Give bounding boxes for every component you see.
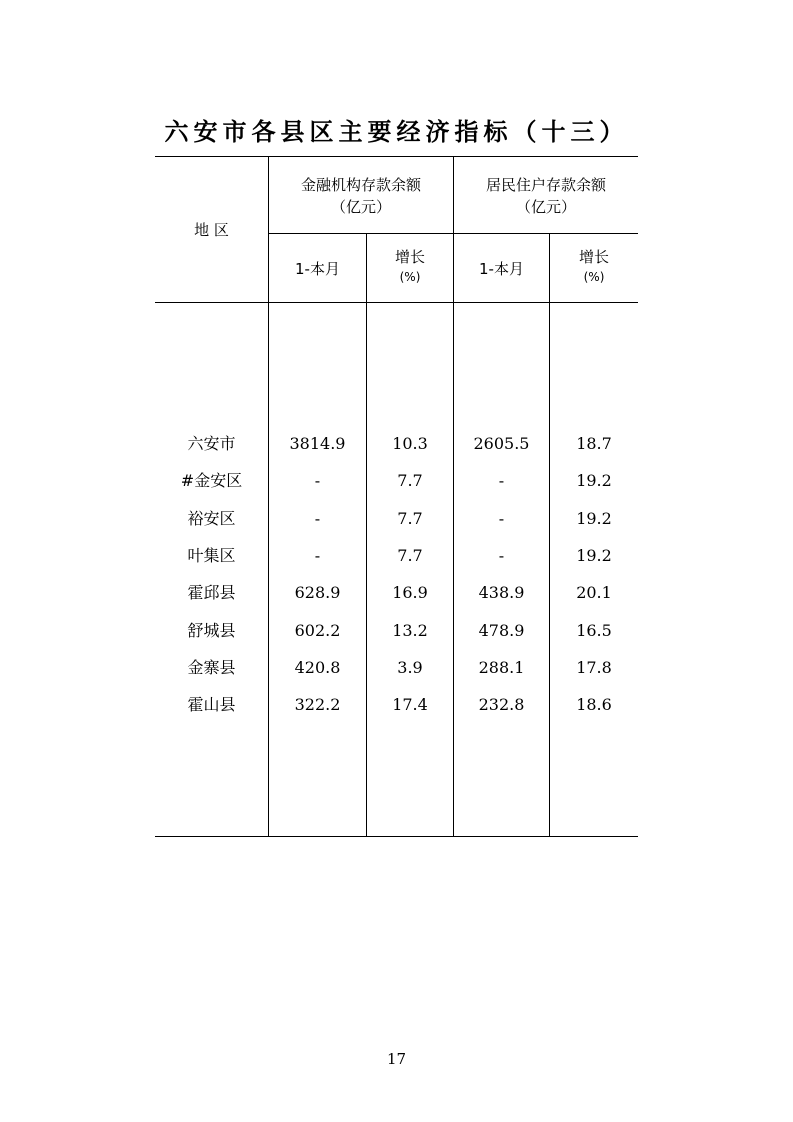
header-group-household-deposits [454,174,638,218]
household-deposit-value: - [498,509,505,528]
financial-deposit-value: 3814.9 [289,434,346,453]
region-name: 霍邱县 [187,583,236,602]
region-name: #金安区 [180,471,243,490]
table-top-rule [155,156,638,157]
household-deposit-value: - [498,546,505,565]
household-deposit-growth: 16.5 [576,621,612,640]
household-deposit-growth: 19.2 [576,471,612,490]
column-divider-2 [366,233,367,836]
header-group-household-unit: （亿元） [515,198,576,216]
household-deposit-growth: 18.6 [576,695,612,714]
financial-deposit-value: 322.2 [294,695,341,714]
page-title: 六安市各县区主要经济指标（十三） [164,118,629,146]
financial-deposit-growth: 7.7 [397,546,423,565]
household-deposit-growth: 20.1 [576,583,612,602]
table-bottom-rule [155,836,638,837]
financial-deposit-growth: 3.9 [397,658,423,677]
financial-deposit-growth: 17.4 [392,695,428,714]
financial-deposit-value: 628.9 [294,583,341,602]
household-deposit-growth: 19.2 [576,509,612,528]
region-name: 裕安区 [187,509,236,528]
column-divider-4 [549,233,550,836]
financial-deposit-value: - [314,471,321,490]
header-growth-1-unit: (%) [399,270,421,284]
household-deposit-value: 2605.5 [473,434,530,453]
header-growth-2-unit: (%) [583,270,605,284]
household-deposit-value: 438.9 [478,583,525,602]
household-deposit-growth: 17.8 [576,658,612,677]
region-name: 叶集区 [187,546,236,565]
household-deposit-growth: 19.2 [576,546,612,565]
header-growth-1-label: 增长 [394,248,425,266]
household-deposit-value: 232.8 [478,695,525,714]
header-growth-1 [367,246,453,286]
region-name: 金寨县 [187,658,236,677]
household-deposit-growth: 18.7 [576,434,612,453]
household-deposit-value: 478.9 [478,621,525,640]
region-name: 舒城县 [187,621,236,640]
header-region: 地 区 [194,221,229,239]
financial-deposit-growth: 7.7 [397,471,423,490]
region-name: 霍山县 [187,695,236,714]
financial-deposit-value: - [314,509,321,528]
header-group-household-title: 居民住户存款余额 [485,176,606,194]
financial-deposit-growth: 10.3 [392,434,428,453]
financial-deposit-growth: 16.9 [392,583,428,602]
header-group-financial-deposits [269,174,453,218]
household-deposit-value: - [498,471,505,490]
header-bottom-rule [155,302,638,303]
financial-deposit-value: 602.2 [294,621,341,640]
financial-deposit-growth: 13.2 [392,621,428,640]
region-name: 六安市 [187,434,236,453]
header-group-financial-title: 金融机构存款余额 [300,176,421,194]
financial-deposit-value: - [314,546,321,565]
header-period-1: 1-本月 [295,260,340,278]
header-growth-2 [550,246,638,286]
financial-deposit-growth: 7.7 [397,509,423,528]
page-number: 17 [386,1050,407,1068]
header-period-2: 1-本月 [479,260,524,278]
financial-deposit-value: 420.8 [294,658,341,677]
header-group-financial-unit: （亿元） [330,198,391,216]
household-deposit-value: 288.1 [478,658,525,677]
header-growth-2-label: 增长 [578,248,609,266]
